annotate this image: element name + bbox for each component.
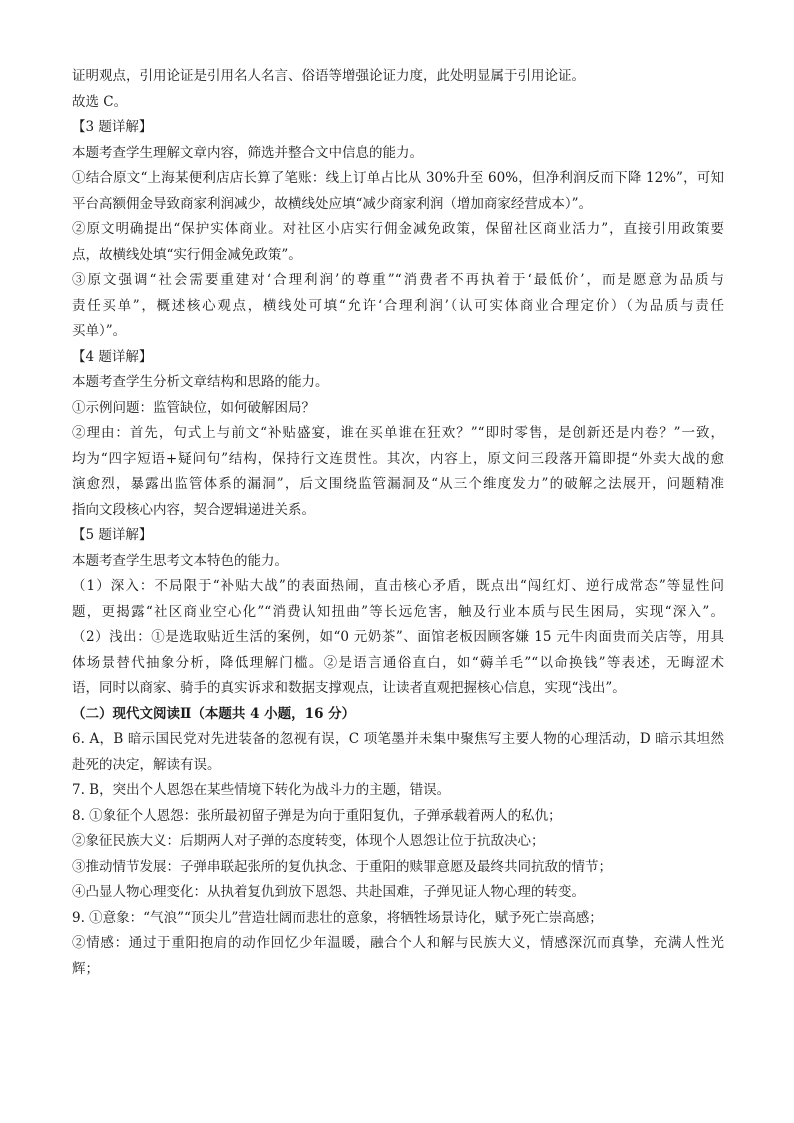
section-heading-q4: 【4 题详解】 xyxy=(72,348,153,365)
text-line: ②原文明确提出“保护实体商业。对社区小店实行佣金减免政策，保留社区商业活力”，直接引用政策要 xyxy=(72,221,724,237)
text-line: （2）浅出：①是选取贴近生活的案例，如“0 元奶茶”、面馆老板因顾客嫌 15 元牛肉面贵而关店等，用具 xyxy=(72,629,724,645)
text-line: ①结合原文“上海某便利店店长算了笔账：线上订单占比从 30%升至 60%，但净利润反而下降 12%”，可知 xyxy=(72,170,724,186)
section-heading-q5: 【5 题详解】 xyxy=(72,527,153,543)
text-line: 证明观点，引用论证是引用名人名言、俗语等增强论证力度，此处明显属于引用论证。 xyxy=(72,68,585,84)
text-line: 均为“四字短语+疑问句”结构，保持行文连贯性。其次，内容上，原文问三段落开篇即提“外卖大战的愈 xyxy=(72,450,724,467)
text-line: 赴死的决定，解读有误。 xyxy=(72,756,221,773)
text-line: ③推动情节发展：子弹串联起张所的复仇执念、于重阳的赎罪意愿及最终共同抗敌的情节； xyxy=(72,858,612,875)
text-line: 本题考查学生理解文章内容，筛选并整合文中信息的能力。 xyxy=(72,144,423,161)
text-line: 平台高额佣金导致商家利润减少，故横线处应填“减少商家利润（增加商家经营成本）”。 xyxy=(72,195,593,212)
text-line: 7. B，突出个人恩怨在某些情境下转化为战斗力的主题，错误。 xyxy=(72,782,451,798)
text-line: 体场景替代抽象分析，降低理解门槛。②是语言通俗直白，如“薅羊毛”“以命换钱”等表述，无晦涩术 xyxy=(72,654,724,671)
text-line: 责任买单”，概述核心观点，横线处可填“允许‘合理利润’（认可实体商业合理定价）（为品质与责任 xyxy=(72,297,724,314)
text-line: 故选 C。 xyxy=(72,93,128,110)
answer-explanations xyxy=(72,64,724,982)
text-line: 点，故横线处填“实行佣金减免政策”。 xyxy=(72,246,302,263)
text-line: ②象征民族大义：后期两人对子弹的态度转变，体现个人恩怨让位于抗敌决心； xyxy=(72,833,545,849)
text-line: ③原文强调“社会需要重建对‘合理利润’的尊重”“消费者不再执着于‘最低价’，而是愿意为品质与 xyxy=(72,272,724,288)
text-line: 6. A，B 暗示国民党对先进装备的忽视有误，C 项笔墨并未集中聚焦写主要人物的心理活动，D 暗示其坦然 xyxy=(72,731,724,747)
text-line: ①示例问题：监管缺位，如何破解困局？ xyxy=(72,399,315,416)
text-line: 题，更揭露“社区商业空心化”“消费认知扭曲”等长远危害，触及行业本质与民生困局，实现“深入”。 xyxy=(72,603,724,620)
text-line: 买单）”。 xyxy=(72,323,127,339)
text-line: 指向文段核心内容，契合逻辑递进关系。 xyxy=(72,501,315,518)
text-line: 辉； xyxy=(72,960,99,977)
text-line: 本题考查学生思考文本特色的能力。 xyxy=(72,552,288,569)
text-line: 本题考查学生分析文章结构和思路的能力。 xyxy=(72,374,329,390)
text-line: （1）深入：不局限于“补贴大战”的表面热闹，直击核心矛盾，既点出“闯红灯、逆行成常态”等显性问 xyxy=(72,578,724,594)
text-line: ②情感：通过于重阳抱肩的动作回忆少年温暖，融合个人和解与民族大义，情感深沉而真挚，充满人性光 xyxy=(72,935,724,951)
text-line: 语，同时以商家、骑手的真实诉求和数据支撑观点，让读者直观把握核心信息，实现“浅出”。 xyxy=(72,680,626,696)
text-line: 8. ①象征个人恩怨：张所最初留子弹是为向于重阳复仇，子弹承载着两人的私仇； xyxy=(72,807,562,824)
text-line: ④凸显人物心理变化：从执着复仇到放下恩怨、共赴国难，子弹见证人物心理的转变。 xyxy=(72,884,585,900)
text-line: 9. ①意象：“气浪”“顶尖儿”营造壮阔而悲壮的意象，将牺牲场景诗化，赋予死亡崇高感； xyxy=(72,909,603,926)
text-line: 演愈烈，暴露出监管体系的漏洞”，后文围绕监管漏洞及“从三个维度发力”的破解之法展开，问题精准 xyxy=(72,476,724,492)
section-heading-q3: 【3 题详解】 xyxy=(72,119,153,135)
section-heading-reading-2: （二）现代文阅读Ⅱ（本题共 4 小题，16 分） xyxy=(72,705,356,722)
text-line: ②理由：首先，句式上与前文“补贴盛宴，谁在买单谁在狂欢？”“即时零售，是创新还是内卷？”一致， xyxy=(72,425,724,441)
